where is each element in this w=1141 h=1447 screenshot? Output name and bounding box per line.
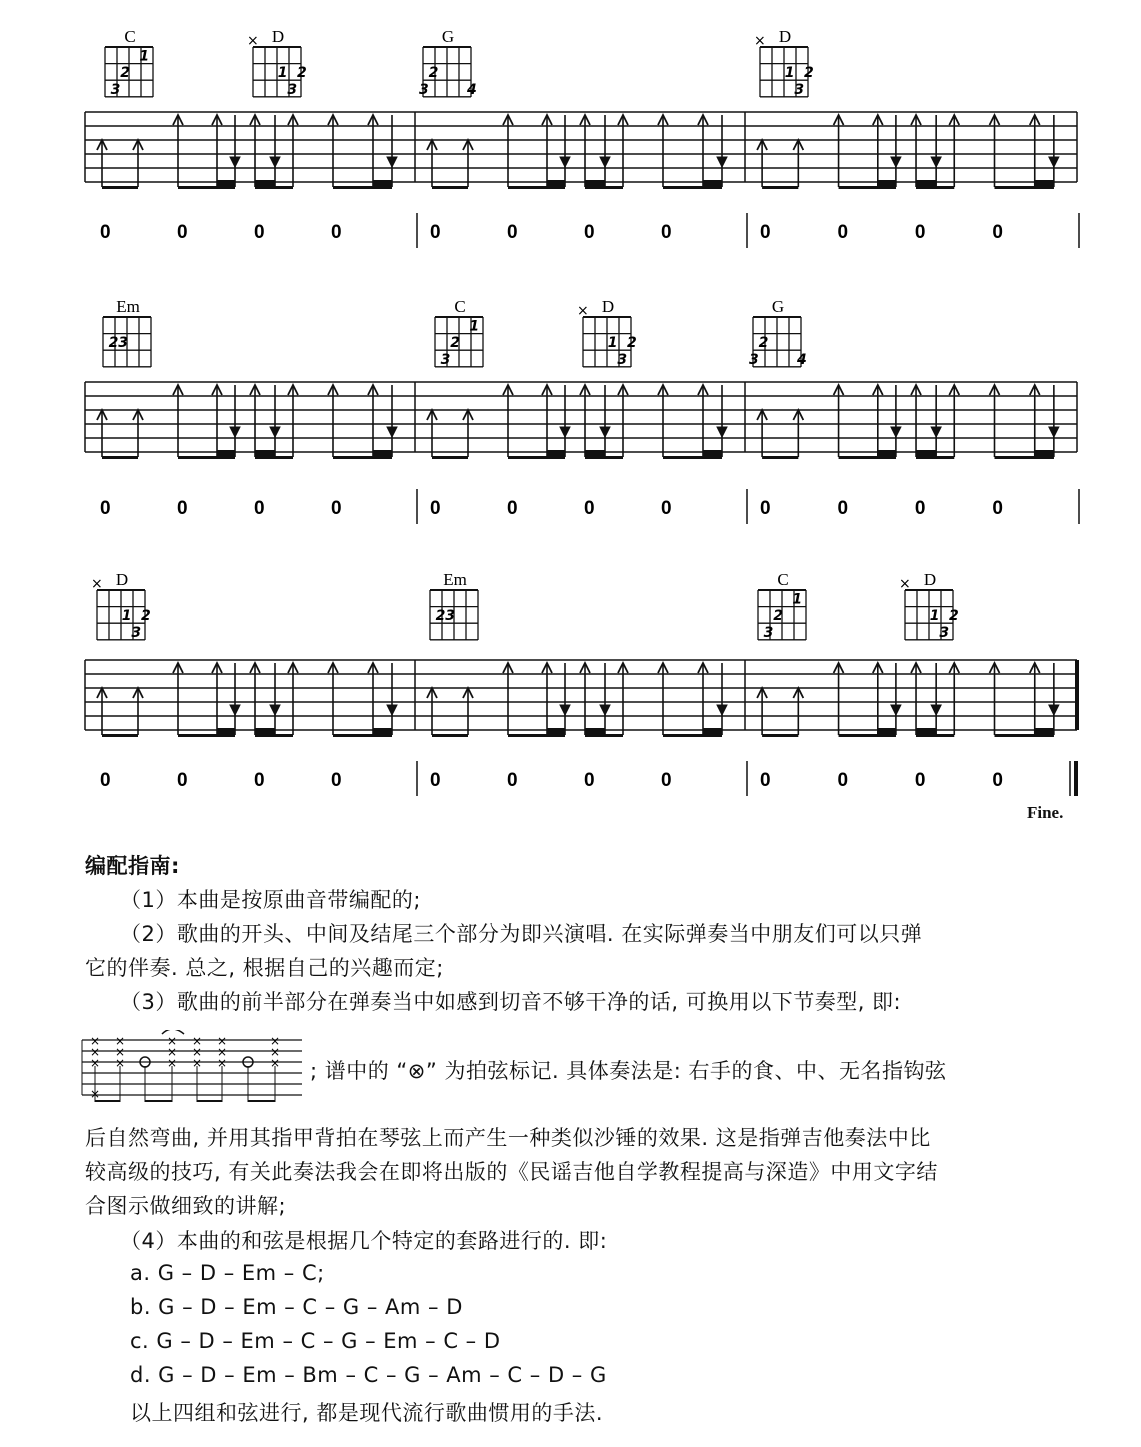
chord-diagram-C (105, 27, 153, 98)
x-note-icon: × (114, 1045, 126, 1059)
rest-zero: 0 (837, 770, 849, 791)
down-strum-arrow (600, 157, 610, 167)
rest-zero: 0 (254, 498, 265, 519)
finger-number: 2 (773, 608, 783, 625)
sixteenth-beam (878, 180, 896, 189)
x-note-icon: × (191, 1045, 203, 1059)
sixteenth-beam (547, 450, 565, 459)
chord-diagram-G (419, 27, 477, 98)
down-strum-arrow (387, 427, 397, 437)
finger-number: 3 (749, 351, 759, 368)
progression-b: b. G – D – Em – C – G – Am – D (130, 1295, 463, 1319)
finger-number: 1 (277, 65, 288, 82)
down-strum-arrow (270, 157, 280, 167)
guide-item-4: （4）本曲的和弦是根据几个特定的套路进行的. 即: (120, 1229, 608, 1253)
chord-diagram-Em (430, 570, 478, 640)
sixteenth-beam (255, 728, 275, 737)
chord-diagram-D (577, 297, 637, 368)
chord-diagram-Em (103, 297, 151, 367)
finger-number: 3 (763, 624, 774, 641)
rest-zero: 0 (760, 770, 771, 791)
rest-zero: 0 (331, 770, 342, 791)
chord-name: Em (116, 297, 140, 316)
chord-diagram-G (749, 297, 807, 368)
x-note-icon: × (166, 1056, 178, 1070)
down-strum-arrow (931, 157, 941, 167)
x-note-icon: × (216, 1045, 228, 1059)
rest-zero: 0 (914, 498, 926, 519)
rest-zero: 0 (837, 222, 849, 243)
beam (762, 734, 798, 737)
finger-number: 2 (108, 335, 119, 352)
finger-number: 3 (287, 81, 298, 98)
x-note-icon: × (269, 1034, 281, 1048)
rest-zero: 0 (100, 222, 111, 243)
x-note-icon: × (269, 1045, 281, 1059)
finger-number: 1 (469, 318, 480, 335)
fine-marker: Fine. (1027, 803, 1064, 822)
finger-number: 2 (141, 608, 151, 625)
rest-zero: 0 (584, 222, 595, 243)
progression-d: d. G – D – Em – Bm – C – G – Am – C – D – G (130, 1363, 607, 1387)
progression-a: a. G – D – Em – C; (130, 1261, 325, 1285)
down-strum-arrow (387, 157, 397, 167)
chord-name: C (124, 27, 136, 46)
chord-name: D (778, 27, 792, 46)
alternate-rhythm-pattern (80, 1030, 310, 1105)
down-strum-arrow (1049, 427, 1059, 437)
finger-number: 2 (949, 608, 959, 625)
down-strum-arrow (717, 705, 727, 715)
chord-name: D (923, 570, 937, 589)
sixteenth-beam (703, 728, 722, 737)
finger-number: 1 (121, 608, 132, 625)
mute-x-icon: × (754, 33, 766, 49)
pattern-beam (197, 1100, 222, 1102)
guide-item-3-cont4: 合图示做细致的讲解; (85, 1194, 287, 1218)
x-note-icon: × (269, 1056, 281, 1070)
x-note-icon: × (114, 1034, 126, 1048)
rest-zero: 0 (992, 770, 1003, 791)
sixteenth-beam (585, 450, 605, 459)
rest-zero: 0 (177, 498, 188, 519)
guide-conclusion: 以上四组和弦进行, 都是现代流行歌曲惯用的手法. (130, 1401, 604, 1425)
mute-x-icon: × (577, 303, 589, 319)
down-strum-arrow (270, 705, 280, 715)
down-strum-arrow (600, 705, 610, 715)
down-strum-arrow (1049, 157, 1059, 167)
x-note-icon: × (89, 1087, 101, 1101)
sixteenth-beam (1035, 450, 1054, 459)
guide-item-3-cont1: ; 谱中的 “⊗” 为拍弦标记. 具体奏法是: 右手的食、中、无名指钩弦 (310, 1059, 947, 1083)
finger-number: 2 (435, 608, 446, 625)
rest-zero: 0 (331, 222, 342, 243)
mute-x-icon: × (91, 576, 103, 592)
x-note-icon: × (89, 1056, 101, 1070)
sixteenth-beam (1035, 728, 1054, 737)
rest-zero: 0 (760, 498, 771, 519)
down-strum-arrow (600, 427, 610, 437)
pattern-beam (145, 1100, 172, 1102)
rest-zero: 0 (507, 770, 518, 791)
x-note-icon: × (191, 1034, 203, 1048)
finger-number: 1 (139, 48, 150, 65)
guide-title: 编配指南: (85, 854, 180, 878)
down-strum-arrow (931, 427, 941, 437)
sixteenth-beam (547, 728, 565, 737)
beam (762, 186, 798, 189)
down-strum-arrow (270, 427, 280, 437)
x-note-icon: × (89, 1034, 101, 1048)
sixteenth-beam (373, 728, 392, 737)
finger-number: 3 (131, 624, 142, 641)
beam (432, 456, 468, 459)
chord-name: D (115, 570, 129, 589)
beam (762, 456, 798, 459)
sixteenth-beam (217, 180, 235, 189)
rest-zero: 0 (430, 222, 441, 243)
sixteenth-beam (255, 450, 275, 459)
down-strum-arrow (560, 705, 570, 715)
rest-zero: 0 (760, 222, 771, 243)
finger-number: 3 (939, 624, 950, 641)
chord-name: G (441, 27, 455, 46)
x-note-icon: × (89, 1045, 101, 1059)
rest-zero: 0 (661, 770, 672, 791)
guide-item-3-cont3: 较高级的技巧, 有关此奏法我会在即将出版的《民谣吉他自学教程提高与深造》中用文字结 (85, 1160, 938, 1184)
beam (102, 456, 138, 459)
sixteenth-beam (547, 180, 565, 189)
finger-number: 2 (627, 335, 637, 352)
guide-item-2-cont: 它的伴奏. 总之, 根据自己的兴趣而定; (85, 956, 444, 980)
finger-number: 2 (297, 65, 307, 82)
progression-c: c. G – D – Em – C – G – Em – C – D (130, 1329, 501, 1353)
down-strum-arrow (891, 157, 901, 167)
chord-name: C (777, 570, 789, 589)
finger-number: 2 (804, 65, 814, 82)
sixteenth-beam (585, 180, 605, 189)
finger-number: 3 (419, 81, 429, 98)
rest-zero: 0 (914, 770, 926, 791)
sixteenth-beam (373, 450, 392, 459)
down-strum-arrow (717, 157, 727, 167)
beam (432, 186, 468, 189)
x-note-icon: × (216, 1056, 228, 1070)
finger-number: 2 (450, 335, 460, 352)
down-strum-arrow (931, 705, 941, 715)
chord-diagram-D (247, 27, 307, 98)
rest-zero: 0 (100, 498, 111, 519)
finger-number: 3 (794, 81, 805, 98)
tab-row (85, 27, 1079, 248)
x-note-icon: × (166, 1034, 178, 1048)
finger-number: 1 (792, 591, 803, 608)
chord-name: C (454, 297, 466, 316)
rest-zero: 0 (992, 498, 1003, 519)
finger-number: 3 (617, 351, 628, 368)
chord-name: D (601, 297, 615, 316)
sixteenth-beam (916, 450, 936, 459)
finger-number: 2 (428, 65, 439, 82)
sixteenth-beam (703, 180, 722, 189)
finger-number: 3 (110, 81, 121, 98)
finger-number: 2 (120, 65, 130, 82)
guide-item-2: （2）歌曲的开头、中间及结尾三个部分为即兴演唱. 在实际弹奏当中朋友们可以只弹 (120, 922, 923, 946)
finger-number: 1 (784, 65, 795, 82)
finger-number: 1 (607, 335, 618, 352)
finger-number: 4 (797, 351, 807, 368)
finger-number: 2 (758, 335, 769, 352)
finger-number: 1 (929, 608, 940, 625)
mute-x-icon: × (899, 576, 911, 592)
pattern-beam (248, 1100, 275, 1102)
rest-zero: 0 (254, 222, 265, 243)
beam (432, 734, 468, 737)
tab-row (85, 570, 1077, 796)
down-strum-arrow (891, 705, 901, 715)
guide-item-3-cont2: 后自然弯曲, 并用其指甲背拍在琴弦上而产生一种类似沙锤的效果. 这是指弹吉他奏法中比 (85, 1126, 931, 1150)
rest-zero: 0 (584, 770, 595, 791)
sixteenth-beam (916, 180, 936, 189)
sixteenth-beam (255, 180, 275, 189)
sixteenth-beam (703, 450, 722, 459)
rest-zero: 0 (914, 222, 926, 243)
down-strum-arrow (230, 157, 240, 167)
chord-diagram-D (91, 570, 151, 641)
down-strum-arrow (1049, 705, 1059, 715)
beam (102, 734, 138, 737)
rest-zero: 0 (430, 770, 441, 791)
tab-row (85, 297, 1079, 524)
sixteenth-beam (878, 450, 896, 459)
finger-number: 4 (467, 81, 477, 98)
down-strum-arrow (717, 427, 727, 437)
rest-zero: 0 (837, 498, 849, 519)
down-strum-arrow (560, 157, 570, 167)
down-strum-arrow (230, 427, 240, 437)
chord-diagram-D (754, 27, 814, 98)
rest-zero: 0 (992, 222, 1003, 243)
rest-zero: 0 (507, 222, 518, 243)
rest-zero: 0 (507, 498, 518, 519)
rest-zero: 0 (100, 770, 111, 791)
finger-number: 3 (445, 608, 455, 625)
x-note-icon: × (191, 1056, 203, 1070)
down-strum-arrow (387, 705, 397, 715)
down-strum-arrow (560, 427, 570, 437)
chord-name: D (271, 27, 285, 46)
guide-item-1: （1）本曲是按原曲音带编配的; (120, 888, 421, 912)
beam (102, 186, 138, 189)
rest-zero: 0 (331, 498, 342, 519)
rest-zero: 0 (430, 498, 441, 519)
finger-number: 3 (440, 351, 451, 368)
chord-diagram-C (758, 570, 806, 641)
mute-x-icon: × (247, 33, 259, 49)
sixteenth-beam (373, 180, 392, 189)
chord-name: Em (443, 570, 467, 589)
sixteenth-beam (916, 728, 936, 737)
rest-zero: 0 (584, 498, 595, 519)
down-strum-arrow (230, 705, 240, 715)
sixteenth-beam (878, 728, 896, 737)
chord-diagram-C (435, 297, 483, 368)
sixteenth-beam (217, 728, 235, 737)
x-note-icon: × (166, 1045, 178, 1059)
rest-zero: 0 (254, 770, 265, 791)
guide-item-3: （3）歌曲的前半部分在弹奏当中如感到切音不够干净的话, 可换用以下节奏型, 即: (120, 990, 902, 1014)
rest-zero: 0 (177, 770, 188, 791)
sixteenth-beam (217, 450, 235, 459)
x-note-icon: × (114, 1056, 126, 1070)
rest-zero: 0 (661, 498, 672, 519)
sixteenth-beam (585, 728, 605, 737)
down-strum-arrow (891, 427, 901, 437)
finger-number: 3 (118, 335, 128, 352)
sixteenth-beam (1035, 180, 1054, 189)
x-note-icon: × (216, 1034, 228, 1048)
chord-diagram-D (899, 570, 959, 641)
rest-zero: 0 (177, 222, 188, 243)
rest-zero: 0 (661, 222, 672, 243)
chord-name: G (771, 297, 785, 316)
